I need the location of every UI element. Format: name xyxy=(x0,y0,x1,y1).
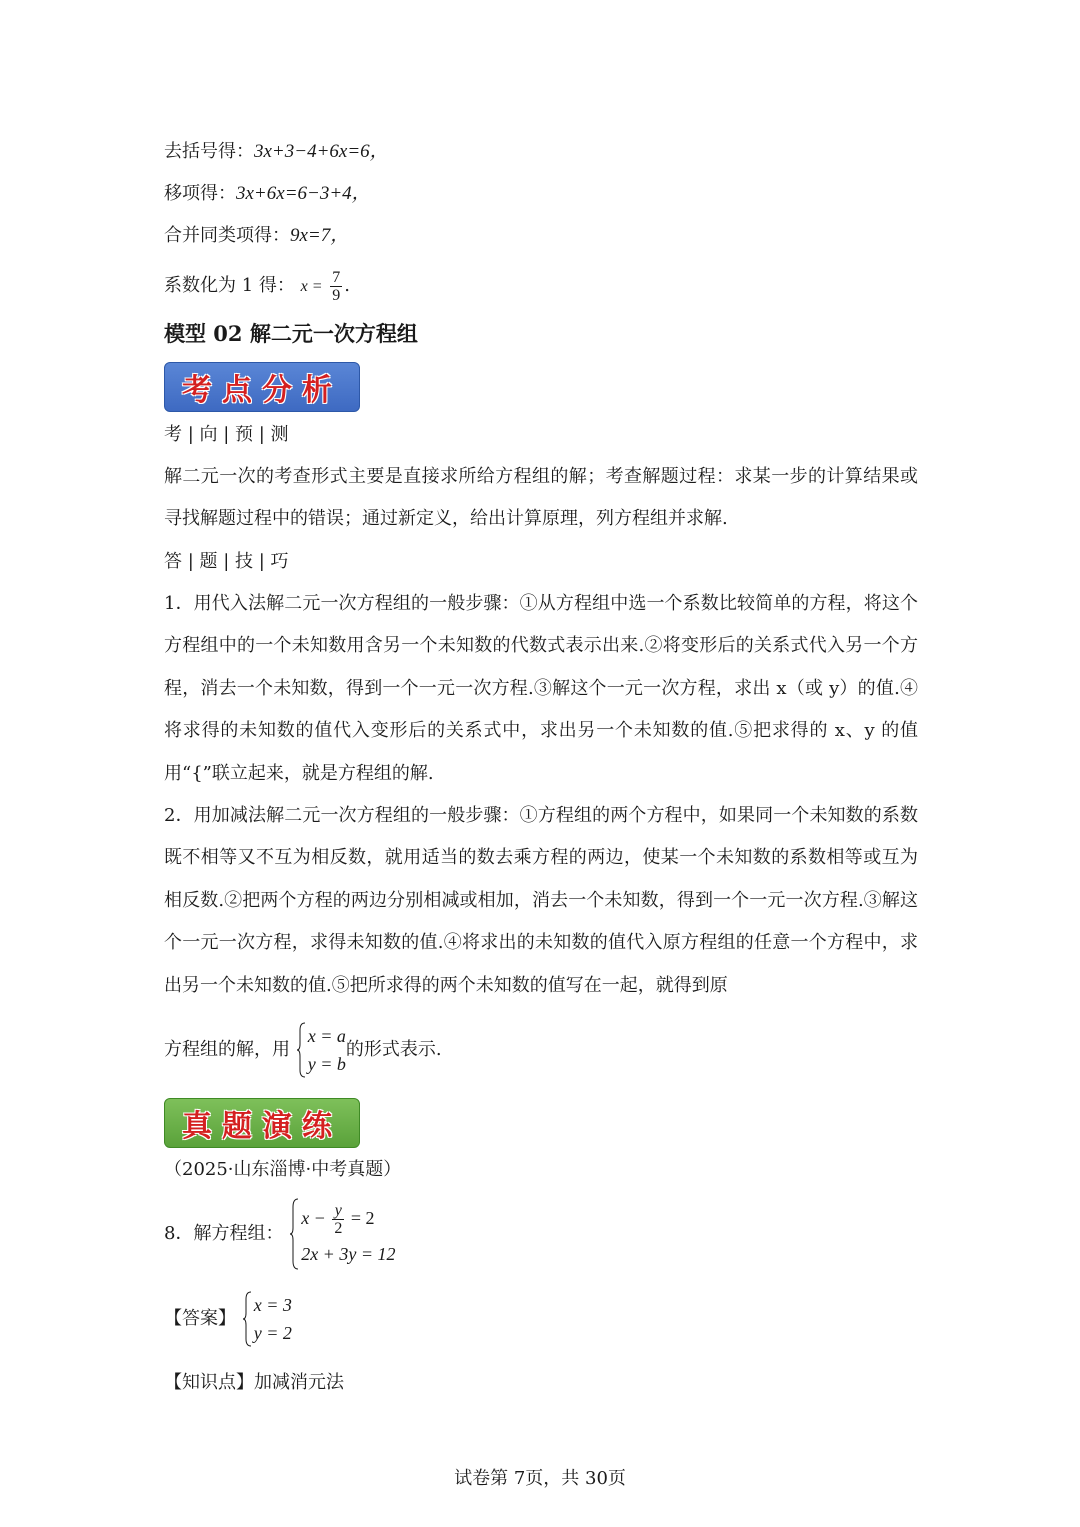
brace-icon xyxy=(296,1022,306,1078)
fraction xyxy=(330,269,342,304)
step-math: 3x+6x=6−3+4， xyxy=(236,183,371,204)
tip-2-end-pre: 方程组的解，用 xyxy=(164,1039,290,1060)
source: （2025·山东淄博·中考真题） xyxy=(164,1159,402,1180)
fraction-denominator: 9 xyxy=(332,286,341,304)
page-footer: 试卷第 7页，共 30页 xyxy=(454,1468,626,1489)
banner-kaodian-fenxi: 考点分析 xyxy=(164,362,360,412)
step-line-4 xyxy=(164,266,350,307)
answer-label: 【答案】 xyxy=(164,1308,236,1329)
step-math: 9x=7， xyxy=(290,225,350,246)
step-label: 合并同类项得： xyxy=(164,225,290,246)
system-row: y = b xyxy=(307,1054,346,1074)
answer xyxy=(164,1290,292,1348)
step-line-3 xyxy=(164,224,349,248)
step-math: 3x+3−4+6x=6， xyxy=(254,141,389,162)
equation-system xyxy=(242,1291,292,1347)
fraction xyxy=(332,1202,344,1237)
step-line-1 xyxy=(164,140,389,164)
system-row: x = 3 xyxy=(253,1295,292,1315)
tip-2-end-post: 的形式表示. xyxy=(345,1039,442,1060)
equation-system xyxy=(296,1022,346,1078)
system-row: x = a xyxy=(307,1026,346,1046)
eq-part: x − xyxy=(301,1208,326,1228)
step-label: 移项得： xyxy=(164,183,236,204)
fraction-denominator: 2 xyxy=(334,1220,343,1238)
brace-icon xyxy=(242,1291,252,1347)
fraction-numerator: 7 xyxy=(332,268,341,286)
equation-system xyxy=(289,1198,395,1270)
system-row: 2x + 3y = 12 xyxy=(301,1244,396,1264)
step-label: 系数化为 1 得： xyxy=(164,275,295,296)
step-end: . xyxy=(344,275,351,296)
knowledge-label: 【知识点】 xyxy=(164,1372,254,1393)
step-math-lhs: x = xyxy=(300,278,323,295)
model-heading: 模型 02 解二元一次方程组 xyxy=(164,321,418,346)
fraction-numerator: y xyxy=(332,1202,344,1220)
step-label: 去括号得： xyxy=(164,141,254,162)
step-line-2 xyxy=(164,182,371,206)
tip-2-end xyxy=(164,1022,442,1078)
system-row xyxy=(301,1198,395,1238)
section-text-kaoxiang: 解二元一次的考查形式主要是直接求所给方程组的解；考查解题过程：求某一步的计算结果或寻找解题过程中的错误；通过新定义，给出计算原理，列方程组并求解. xyxy=(164,466,918,530)
eq-part: = 2 xyxy=(350,1208,375,1228)
section-title-dati: 答 | 题 | 技 | 巧 xyxy=(164,551,289,572)
knowledge-point xyxy=(164,1371,344,1395)
brace-icon xyxy=(289,1198,299,1270)
knowledge-text: 加减消元法 xyxy=(254,1372,344,1393)
system-row: y = 2 xyxy=(253,1323,292,1343)
question-label: 8．解方程组： xyxy=(164,1223,284,1244)
section-title-kaoxiang: 考 | 向 | 预 | 测 xyxy=(164,424,289,445)
tip-1: 1．用代入法解二元一次方程组的一般步骤：①从方程组中选一个系数比较简单的方程，将这个方程组中的一个未知数用含另一个未知数的代数式表示出来.②将变形后的关系式代入另一个方程，消去一个未知数，得到一个一元一次方程.③解这个一元一次方程，求出 x（或 y）的值.④将求得的未知数的值代入变形后的关系式中，求出另一个未知数的值.⑤把求得的 x、y 的值用“{”联立起来，就是方程组的解. xyxy=(164,593,918,784)
question-8 xyxy=(164,1198,395,1270)
tip-2: 2．用加减法解二元一次方程组的一般步骤：①方程组的两个方程中，如果同一个未知数的系数既不相等又不互为相反数，就用适当的数去乘方程的两边，使某一个未知数的系数相等或互为相反数.②把两个方程的两边分别相减或相加，消去一个未知数，得到一个一元一次方程.③解这个一元一次方程，求得未知数的值.④将求出的未知数的值代入原方程组的任意一个方程中，求出另一个未知数的值.⑤把所求得的两个未知数的值写在一起，就得到原 xyxy=(164,805,918,996)
banner-zhenti-yanlian: 真题演练 xyxy=(164,1098,360,1148)
